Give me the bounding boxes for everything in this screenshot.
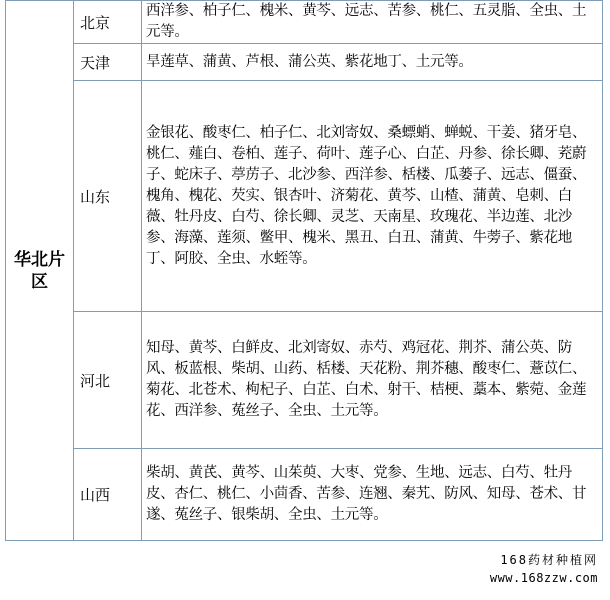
table-row [6, 1, 603, 44]
herbs-cell: 西洋参、柏子仁、槐米、黄芩、远志、苦参、桃仁、五灵脂、全虫、土元等。 [142, 1, 603, 44]
province-cell: 河北 [74, 312, 142, 449]
herb-region-table [5, 0, 603, 541]
province-cell: 山东 [74, 81, 142, 312]
province-cell: 北京 [74, 1, 142, 44]
site-watermark [458, 551, 598, 587]
table-row [6, 81, 603, 312]
province-cell: 山西 [74, 449, 142, 541]
watermark-url: www.168zzw.com [489, 571, 598, 585]
watermark-site-name: 168药材种植网 [500, 553, 598, 567]
table-row [6, 449, 603, 541]
region-cell: 华北片区 [6, 1, 74, 541]
herbs-cell: 知母、黄芩、白鲜皮、北刘寄奴、赤芍、鸡冠花、荆芥、蒲公英、防风、板蓝根、柴胡、山药、栝楼、天花粉、荆芥穗、酸枣仁、薏苡仁、菊花、北苍术、枸杞子、白芷、白术、射干、桔梗、藁本、紫菀、金莲花、西洋参、菟丝子、全虫、土元等。 [142, 312, 603, 449]
herbs-cell: 金银花、酸枣仁、柏子仁、北刘寄奴、桑螵蛸、蝉蜕、干姜、猪牙皂、桃仁、薤白、卷柏、莲子、荷叶、莲子心、白芷、丹参、徐长卿、茺蔚子、蛇床子、葶苈子、北沙参、西洋参、栝楼、瓜蒌子、远志、僵蚕、槐角、槐花、芡实、银杏叶、济菊花、黄芩、山楂、蒲黄、皂刺、白薇、牡丹皮、白芍、徐长卿、灵芝、天南星、玫瑰花、半边莲、北沙参、海藻、莲须、鳖甲、槐米、黑丑、白丑、蒲黄、牛蒡子、紫花地丁、阿胶、全虫、水蛭等。 [142, 81, 603, 312]
table-row [6, 312, 603, 449]
province-cell: 天津 [74, 44, 142, 81]
table-row [6, 44, 603, 81]
herbs-cell: 柴胡、黄芪、黄芩、山茱萸、大枣、党参、生地、远志、白芍、牡丹皮、杏仁、桃仁、小茴香、苦参、连翘、秦艽、防风、知母、苍术、甘遂、菟丝子、银柴胡、全虫、土元等。 [142, 449, 603, 541]
herbs-cell: 旱莲草、蒲黄、芦根、蒲公英、紫花地丁、土元等。 [142, 44, 603, 81]
